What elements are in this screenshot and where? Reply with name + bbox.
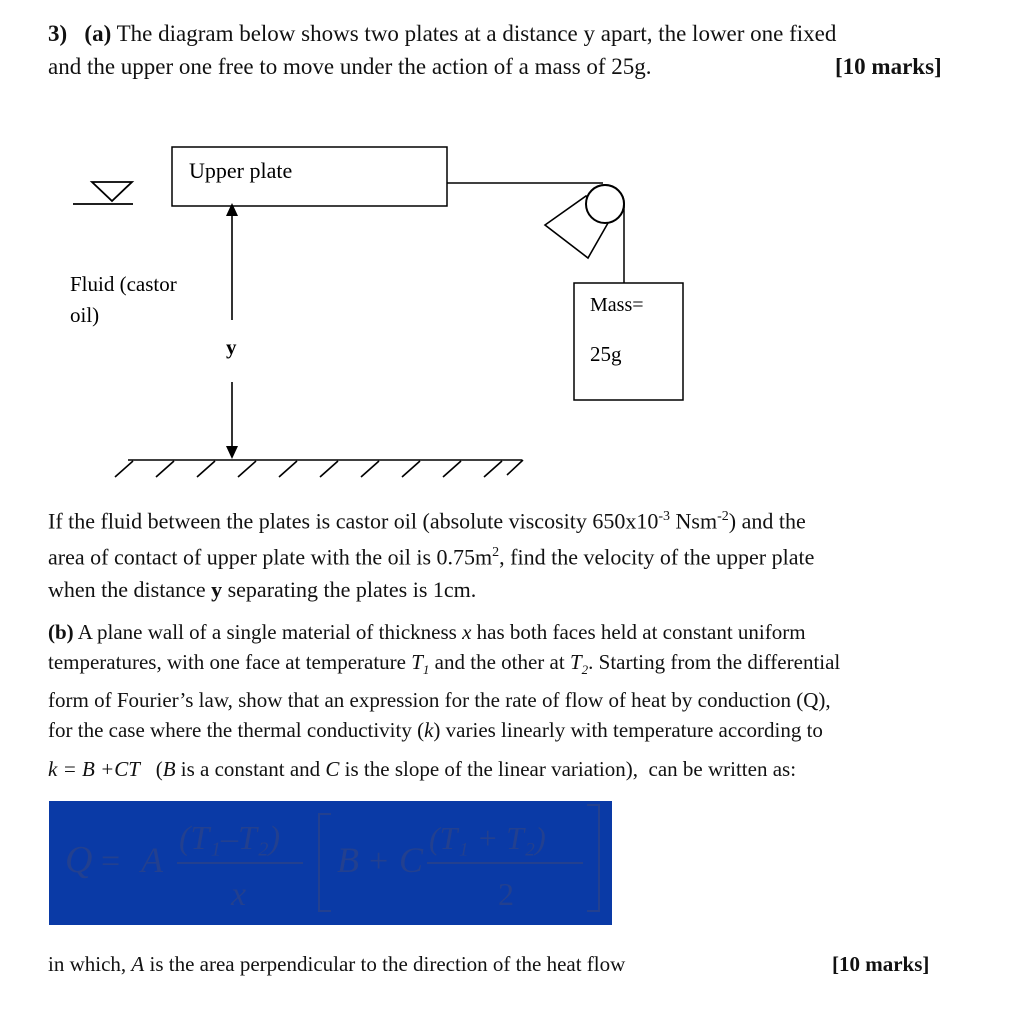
arrow-down-head [226,446,238,459]
formula-numerator-1: (T₁–T₂) [179,820,281,857]
part-b-line-1-text: A plane wall of a single material of thickness [73,620,463,644]
marks-b [832,949,929,979]
unit-exponent: -2 [717,509,729,524]
question-line-1-text: The diagram below shows two plates at a distance y apart, the lower one fixed [116,21,837,46]
thickness-symbol: x [462,620,472,644]
can-be-written: can be written as: [648,757,797,781]
part-a-line-3-end: separating the plates is 1cm. [222,576,477,602]
part-b-line-4-end: ) varies linearly with temperature according to [433,718,823,743]
left-bracket [319,814,331,911]
k-symbol: k [424,718,434,743]
conductivity-equation-line [48,754,796,784]
formula-box [49,801,612,925]
part-b-line-2-text: temperatures, with one face at temperature [48,650,412,674]
part-a-question [48,501,968,606]
part-b-line-1-end: has both faces held at constant uniform [471,620,806,644]
part-a-line-2-text: area of contact of upper plate with the oil is 0.75m [48,544,493,570]
area-exponent: 2 [492,545,500,561]
mass-label-line2: 25g [590,342,622,366]
conductivity-equation: k = B +CT [48,757,140,781]
part-b-line-1 [48,617,968,647]
formula-numerator-2: (T₁ + T₂) [429,820,546,856]
area-symbol: A [131,952,145,976]
part-a-line-1-text: If the fluid between the plates is castor oil (absolute viscosity 650x10 [48,508,659,534]
part-a-line-1-end: ) and the [728,508,806,534]
part-b-question [48,617,968,745]
formula-equals: = [101,843,121,880]
part-a-label: (a) [84,21,112,46]
fluid-label-line2: oil) [70,303,100,327]
formula-plus: + [369,843,389,880]
part-b-line-3: form of Fourier’s law, show that an expression for the rate of flow of heat by conduction (Q), [48,688,831,713]
free-surface-symbol [73,182,133,204]
part-a-line-2-end: , find the velocity of the upper plate [499,544,815,570]
part-a-line-3 [48,574,968,606]
question-number: 3) [48,21,68,46]
formula-a: A [141,840,163,880]
formula-b: B [337,840,359,880]
part-a-line-2 [48,537,968,573]
question-line-1 [48,18,836,50]
part-b-line-4-text: for the case where the thermal conductivity ( [48,718,425,743]
part-a-y-bold: y [211,576,223,602]
eq-desc-mid: is a constant and [175,757,326,781]
part-b-line-2-end: . Starting from the differential [588,650,841,674]
part-b-line-2 [48,647,968,685]
t2-symbol: T [569,650,582,674]
part-b-line-4 [48,715,968,745]
part-a-line-1 [48,501,968,537]
y-label: y [226,335,237,359]
formula-c: C [399,840,424,880]
formula-q: Q [65,839,93,881]
mass-label-line1: Mass= [590,294,644,316]
formula-denominator-1: x [231,876,247,913]
fluid-label-line1: Fluid (castor [70,272,177,296]
plates-diagram [0,100,1022,490]
part-b-line-2-mid: and the other at [429,650,570,674]
viscosity-exponent: -3 [658,509,671,524]
marks-a-text: [10 marks] [835,54,942,79]
heat-flow-formula [49,801,612,925]
marks-b-text: [10 marks] [832,952,930,976]
final-line-text: in which, [48,952,132,976]
part-b-label: (b) [48,620,74,644]
upper-plate-label: Upper plate [189,158,293,183]
formula-denominator-2: 2 [498,876,514,912]
t1-subscript: 1 [422,662,430,678]
viscosity-unit: Nsm [670,508,718,534]
t1-symbol: T [411,650,423,674]
eq-desc-end: is the slope of the linear variation), [339,757,638,781]
right-bracket [587,805,599,911]
final-line-end: is the area perpendicular to the direction of the heat flow [144,952,626,976]
fixed-lower-plate [115,460,523,477]
b-symbol: B [162,757,176,781]
eq-desc-open: ( [155,757,163,781]
marks-a [835,51,942,83]
part-a-line-3-text: when the distance [48,576,212,602]
c-symbol: C [325,757,340,781]
final-line [48,949,625,979]
question-line-2: and the upper one free to move under the action of a mass of 25g. [48,54,652,79]
t2-subscript: 2 [581,662,589,678]
